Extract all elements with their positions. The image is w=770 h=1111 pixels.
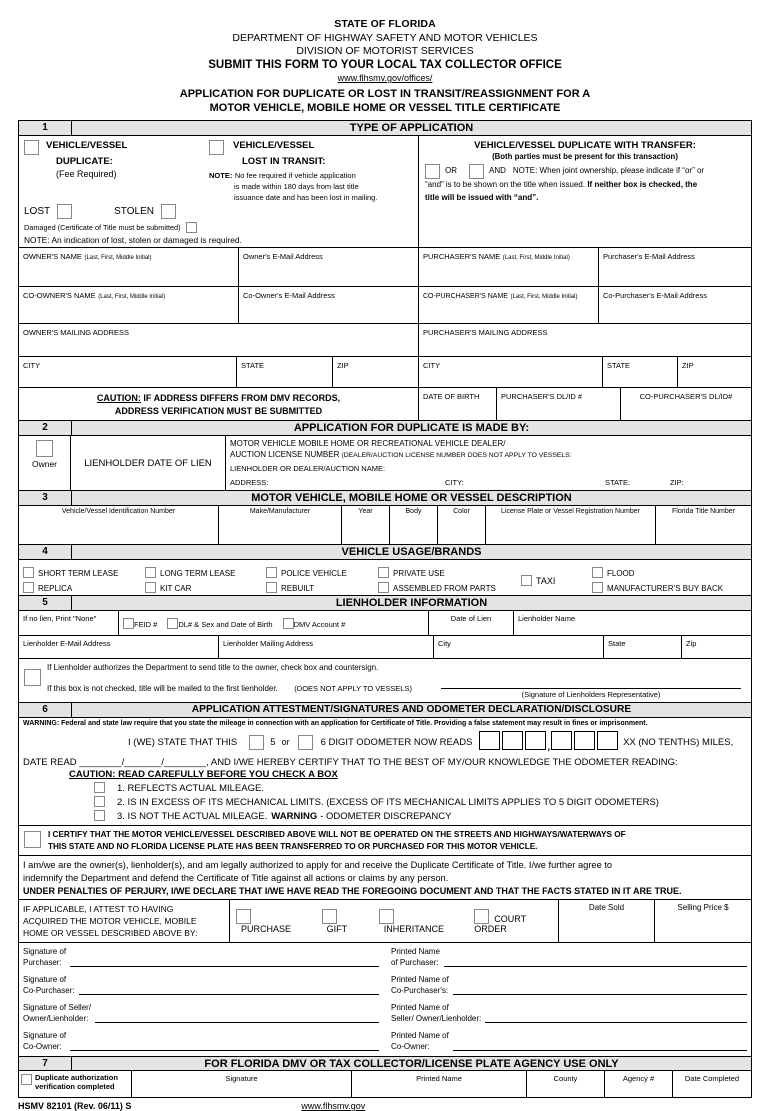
- lienholder-city-label: City: [434, 636, 604, 658]
- odometer-reads-line: [19, 728, 751, 753]
- date-sold-label: Date Sold: [559, 900, 655, 942]
- five-digit-label: 5: [270, 736, 276, 748]
- owner-zip-label: ZIP: [337, 361, 349, 370]
- transit-note-line1: No fee required if vehicle application: [234, 171, 356, 180]
- usage-taxi[interactable]: [521, 575, 555, 586]
- usage-assembled-from-parts[interactable]: [378, 582, 496, 593]
- police-vehicle-label: POLICE VEHICLE: [281, 569, 347, 578]
- odometer-option-1[interactable]: [19, 782, 751, 794]
- sig-seller-cap2: Owner/Lienholder:: [23, 1013, 89, 1023]
- vehicle-description-row: [19, 506, 751, 545]
- owner-state-label: STATE: [241, 361, 265, 370]
- signature-block: [19, 943, 751, 1056]
- duplicate-authorization-cell[interactable]: [19, 1071, 132, 1097]
- office-agency-label: Agency #: [605, 1071, 673, 1097]
- section-2-number: 2: [19, 421, 72, 435]
- odometer-digit-2[interactable]: [502, 731, 523, 750]
- dealer-city-label: CITY:: [445, 478, 464, 487]
- inheritance-label: INHERITANCE: [383, 923, 445, 934]
- gift-label: GIFT: [326, 923, 348, 934]
- or-separator: or: [281, 737, 290, 747]
- odometer-digit-4[interactable]: [551, 731, 572, 750]
- dmv-account-option[interactable]: [283, 618, 346, 629]
- sig-coowner-cap2: Co-Owner:: [23, 1041, 62, 1051]
- office-use-row: [19, 1071, 751, 1097]
- print-purchaser-line[interactable]: [444, 952, 747, 967]
- usage-private-use[interactable]: [378, 567, 445, 578]
- section-3-title: MOTOR VEHICLE, MOBILE HOME OR VESSEL DESCRIPTION: [72, 491, 751, 505]
- kit-car-label: KIT CAR: [160, 584, 192, 593]
- manufacturers-buy-back-checkbox[interactable]: [592, 582, 603, 593]
- state-line: STATE OF FLORIDA: [334, 18, 436, 30]
- odometer-digit-5[interactable]: [574, 731, 595, 750]
- short-term-lease-checkbox[interactable]: [23, 567, 34, 578]
- usage-replica[interactable]: [23, 582, 72, 593]
- title-number-column-label: Florida Title Number: [671, 508, 736, 515]
- form-title-line2: MOTOR VEHICLE, MOBILE HOME OR VESSEL TITLE CERTIFICATE: [209, 102, 561, 114]
- sig-seller-cap1: Signature of Seller/: [23, 1003, 92, 1012]
- application-made-by-row: [19, 436, 751, 491]
- purchaser-name-sublabel: (Last, First, Middle Initial): [502, 255, 570, 261]
- court-order-checkbox[interactable]: [474, 909, 489, 924]
- flood-checkbox[interactable]: [592, 567, 603, 578]
- state-that-this-label: I (WE) STATE THAT THIS: [128, 736, 238, 748]
- lienholder-zip-label: Zip: [686, 639, 697, 648]
- duplicate-auth-checkbox[interactable]: [21, 1074, 32, 1085]
- section-4-header: [19, 545, 751, 560]
- usage-short-term-lease[interactable]: [23, 567, 118, 578]
- color-column-label: Color: [438, 506, 486, 544]
- owner-checkbox[interactable]: [36, 440, 53, 457]
- owner-mailing-label: OWNER'S MAILING ADDRESS: [23, 328, 130, 337]
- dup-auth-line2: verification completed: [35, 1081, 115, 1091]
- odometer-digit-1[interactable]: [479, 731, 500, 750]
- dealer-line2a: AUCTION LICENSE NUMBER: [230, 450, 340, 459]
- vin-column-label: Vehicle/Vessel Identification Number: [19, 506, 219, 544]
- sig-purchaser-cap2: Purchaser:: [23, 957, 62, 967]
- court-order-label: COURT ORDER: [474, 913, 526, 934]
- usage-rebuilt[interactable]: [266, 582, 314, 593]
- purchase-checkbox[interactable]: [236, 909, 251, 924]
- department-line: DEPARTMENT OF HIGHWAY SAFETY AND MOTOR VEHICLES: [232, 32, 538, 44]
- para-line1: I am/we are the owner(s), lienholder(s), and am legally authorized to apply for and receive the Duplicate Certificate of Title. I/we further agree to: [23, 860, 613, 870]
- gift-checkbox[interactable]: [322, 909, 337, 924]
- owner-name-sublabel: (Last, First, Middle Initial): [84, 255, 152, 261]
- offices-link[interactable]: www.flhsmv.gov/offices/: [337, 73, 433, 83]
- transit-note-line2: is made within 180 days from last title: [234, 182, 359, 191]
- caution-line1: IF ADDRESS DIFFERS FROM DMV RECORDS,: [140, 393, 341, 403]
- dl-sex-dob-label: DL# & Sex and Date of Birth: [178, 619, 273, 629]
- private-use-label: PRIVATE USE: [393, 569, 445, 578]
- print-coowner-line[interactable]: [453, 1036, 747, 1051]
- assembled-from-parts-checkbox[interactable]: [378, 582, 389, 593]
- purchaser-mailing-label: PURCHASER'S MAILING ADDRESS: [423, 328, 548, 337]
- six-digit-checkbox[interactable]: [298, 735, 313, 750]
- masthead: [0, 0, 770, 115]
- dealer-auction-block: [226, 436, 751, 490]
- five-digit-checkbox[interactable]: [249, 735, 264, 750]
- lost-label: LOST: [24, 206, 51, 217]
- acq-line3: HOME OR VESSEL DESCRIBED ABOVE BY:: [23, 928, 198, 938]
- six-digit-label: 6 DIGIT ODOMETER NOW READS: [320, 736, 473, 748]
- purchaser-dl-label: PURCHASER'S DL/ID #: [501, 392, 583, 401]
- division-line: DIVISION OF MOTORIST SERVICES: [296, 45, 474, 57]
- print-purchaser-cap2: of Purchaser:: [391, 957, 439, 967]
- section-1-header: [19, 121, 751, 136]
- date-of-lien-label: Date of Lien: [429, 611, 514, 635]
- type-of-application-body: [19, 136, 751, 248]
- caution-line2: ADDRESS VERIFICATION MUST BE SUBMITTED: [114, 406, 323, 416]
- transfer-note-b: “and” is to be shown on the title when issued.: [425, 180, 586, 189]
- caution-read-carefully: CAUTION: READ CAREFULLY BEFORE YOU CHECK A BOX: [69, 769, 338, 780]
- section-1-title: TYPE OF APPLICATION: [72, 121, 751, 135]
- dealer-line2b: (DEALER/AUCTION LICENSE NUMBER DOES NOT APPLY TO VESSELS:: [341, 452, 572, 459]
- lienholder-email-label: Lienholder E-Mail Address: [19, 636, 219, 658]
- authorize-line1: If Lienholder authorizes the Department to send title to the owner, check box and countersign.: [47, 663, 379, 672]
- print-seller-cap2: Seller/ Owner/Lienholder:: [391, 1013, 482, 1023]
- odometer-boxes[interactable]: ,: [478, 731, 619, 753]
- odometer-option-2[interactable]: [19, 796, 751, 808]
- footer-link[interactable]: www.flhsmv.gov: [301, 1101, 366, 1111]
- section-7-header: [19, 1056, 751, 1071]
- usage-kit-car[interactable]: [145, 582, 191, 593]
- both-parties-note: (Both parties must be present for this transaction): [492, 152, 678, 161]
- duplicate-title-line1: VEHICLE/VESSEL: [46, 140, 128, 151]
- print-copurchaser-cap1: Printed Name of: [391, 975, 449, 984]
- sig-copurchaser-cap1: Signature of: [23, 975, 67, 984]
- dmv-account-label: DMV Account #: [293, 619, 346, 629]
- caution-keyword: CAUTION:: [96, 393, 141, 403]
- transit-title-line2: LOST IN TRANSIT:: [242, 156, 326, 167]
- rebuilt-label: REBUILT: [281, 584, 315, 593]
- kit-car-checkbox[interactable]: [145, 582, 156, 593]
- section-7-title: FOR FLORIDA DMV OR TAX COLLECTOR/LICENSE PLATE AGENCY USE ONLY: [72, 1057, 751, 1070]
- lienholder-authorize-checkbox[interactable]: [24, 669, 41, 686]
- dealer-line1: MOTOR VEHICLE MOBILE HOME OR RECREATIONAL VEHICLE DEALER/: [230, 439, 506, 448]
- option-3-label: 3. IS NOT THE ACTUAL MILEAGE.: [117, 811, 268, 822]
- caution-dob-row: [19, 388, 751, 421]
- purchaser-email-label: Purchaser's E-Mail Address: [603, 252, 695, 261]
- submit-instruction: SUBMIT THIS FORM TO YOUR LOCAL TAX COLLECTOR OFFICE: [208, 59, 562, 71]
- selling-price-label: Selling Price $: [677, 903, 729, 912]
- transit-note-label: NOTE:: [209, 171, 233, 180]
- and-label: AND: [489, 166, 506, 176]
- penalties-of-perjury: UNDER PENALTIES OF PERJURY, I/WE DECLARE THAT I/WE HAVE READ THE FOREGOING DOCUMENT AND THAT THE FACTS STATED IN IT ARE TRUE.: [23, 886, 682, 896]
- owner-name-label: OWNER'S NAME: [23, 252, 82, 261]
- coowner-name-sublabel: (Last, First, Middle Initial): [98, 294, 166, 300]
- lienholder-id-row: [19, 611, 751, 636]
- no-tenths-label: XX (NO TENTHS) MILES,: [623, 736, 734, 748]
- dealer-state-label: STATE:: [605, 478, 631, 487]
- signature-row-coowner: [23, 1031, 747, 1052]
- sig-seller-line[interactable]: [95, 1008, 379, 1023]
- authorize-line2: If this box is not checked, title will be mailed to the first lienholder.: [47, 684, 278, 693]
- coowner-name-label: CO-OWNER'S NAME: [23, 291, 96, 300]
- lienholder-authorization-block: [19, 659, 751, 703]
- damaged-checkbox[interactable]: [186, 222, 197, 233]
- dealer-line3: LIENHOLDER OR DEALER/AUCTION NAME:: [230, 464, 386, 473]
- flood-label: FLOOD: [607, 569, 635, 578]
- dmv-account-checkbox[interactable]: [283, 618, 294, 629]
- long-term-lease-checkbox[interactable]: [145, 567, 156, 578]
- usage-long-term-lease[interactable]: [145, 567, 235, 578]
- print-seller-cap1: Printed Name of: [391, 1003, 449, 1012]
- owner-authorization-paragraph: [19, 856, 751, 884]
- private-use-checkbox[interactable]: [378, 567, 389, 578]
- stolen-label: STOLEN: [114, 206, 154, 217]
- rebuilt-checkbox[interactable]: [266, 582, 277, 593]
- purchaser-city-label: CITY: [423, 361, 441, 370]
- option-3-warning: WARNING: [271, 811, 318, 822]
- option-1-label: 1. REFLECTS ACTUAL MILEAGE.: [117, 783, 264, 794]
- section-2-header: [19, 421, 751, 436]
- assembled-from-parts-label: ASSEMBLED FROM PARTS: [393, 584, 496, 593]
- print-copurchaser-cap2: Co-Purchaser's:: [391, 985, 449, 995]
- no-plate-certify-checkbox[interactable]: [24, 831, 41, 848]
- taxi-label: TAXI: [536, 576, 556, 586]
- purchase-label: PURCHASE: [241, 923, 292, 934]
- acq-court-order-option[interactable]: [474, 909, 558, 934]
- year-column-label: Year: [342, 506, 390, 544]
- form-footer: [18, 1101, 752, 1111]
- purchaser-name-label: PURCHASER'S NAME: [423, 252, 501, 261]
- transfer-note-a: NOTE: When joint ownership, please indicate if “or” or: [512, 166, 705, 176]
- feid-label: FEID #: [134, 619, 158, 629]
- odometer-digit-6[interactable]: [597, 731, 618, 750]
- print-copurchaser-line[interactable]: [453, 980, 747, 995]
- print-purchaser-cap1: Printed Name: [391, 947, 440, 956]
- para-line2: indemnify the Department and defend the Certificate of Title against all actions or claims by any person.: [23, 872, 449, 883]
- no-plate-certification: [19, 825, 751, 856]
- lienholder-state-label: State: [604, 636, 682, 658]
- section-6-title: APPLICATION ATTESTMENT/SIGNATURES AND ODOMETER DECLARATION/DISCLOSURE: [72, 703, 751, 717]
- option-2-checkbox[interactable]: [94, 796, 105, 807]
- date-read-line[interactable]: DATE READ ________/_______/________, AND I/WE HEREBY CERTIFY THAT TO THE BEST OF MY/OUR KNOWLEDGE THE ODOMETER READING:: [23, 757, 678, 768]
- replica-checkbox[interactable]: [23, 582, 34, 593]
- and-checkbox[interactable]: [469, 164, 484, 179]
- feid-checkbox[interactable]: [123, 618, 134, 629]
- lost-checkbox[interactable]: [57, 204, 72, 219]
- dup-auth-line1: Duplicate authorization: [35, 1073, 118, 1082]
- lienholder-signature-area: [441, 688, 741, 699]
- purchaser-zip-label: ZIP: [682, 361, 694, 370]
- manufacturers-buy-back-label: MANUFACTURER'S BUY BACK: [607, 584, 724, 593]
- make-column-label: Make/Manufacturer: [219, 506, 342, 544]
- lienholder-rep-signature-label: (Signature of Lienholders Representative): [521, 690, 661, 699]
- section-5-title: LIENHOLDER INFORMATION: [72, 596, 751, 610]
- fee-required-note: (Fee Required): [56, 169, 117, 179]
- section-7-number: 7: [19, 1057, 72, 1070]
- not-apply-vessels-note: (DOES NOT APPLY TO VESSELS): [294, 684, 412, 693]
- stolen-checkbox[interactable]: [161, 204, 176, 219]
- indication-required-note: NOTE: An indication of lost, stolen or damaged is required.: [24, 235, 242, 245]
- sig-copurchaser-line[interactable]: [79, 980, 379, 995]
- sig-purchaser-cap1: Signature of: [23, 947, 67, 956]
- no-lien-label: If no lien, Print "None": [19, 611, 119, 635]
- license-plate-column-label: License Plate or Vessel Registration Number: [486, 506, 656, 544]
- short-term-lease-label: SHORT TERM LEASE: [38, 569, 119, 578]
- owner-label: Owner: [31, 459, 58, 469]
- certify-line2: THIS STATE AND NO FLORIDA LICENSE PLATE HAS BEEN TRANSFERRED TO OR PURCHASED FOR THIS MOTOR VEHICLE.: [48, 841, 538, 851]
- duplicate-title-line2: DUPLICATE:: [56, 156, 113, 167]
- print-coowner-cap1: Printed Name of: [391, 1031, 449, 1040]
- damaged-label: Damaged (Certificate of Title must be submitted): [24, 223, 181, 232]
- acq-line2: ACQUIRED THE MOTOR VEHICLE, MOBILE: [23, 916, 197, 926]
- duplicate-with-transfer-title: VEHICLE/VESSEL DUPLICATE WITH TRANSFER:: [474, 140, 696, 151]
- acq-line1: IF APPLICABLE, I ATTEST TO HAVING: [23, 904, 174, 914]
- sig-coowner-line[interactable]: [70, 1036, 379, 1051]
- section-3-number: 3: [19, 491, 72, 505]
- lienholder-mailing-label: Lienholder Mailing Address: [219, 636, 434, 658]
- or-label: OR: [445, 166, 457, 176]
- signature-row-seller: [23, 1003, 747, 1024]
- option-2-label: 2. IS IN EXCESS OF ITS MECHANICAL LIMITS. (EXCESS OF ITS MECHANICAL LIMITS APPLIES TO 5 DIGIT ODOMETERS): [117, 797, 659, 808]
- lienholder-address-row: [19, 636, 751, 659]
- date-of-birth-label: DATE OF BIRTH: [423, 392, 480, 401]
- coowner-copurchaser-name-row: [19, 287, 751, 324]
- certify-line1: I CERTIFY THAT THE MOTOR VEHICLE/VESSEL DESCRIBED ABOVE WILL NOT BE OPERATED ON THE STREETS AND HIGHWAYS/WATERWAYS OF: [48, 830, 626, 839]
- section-2-title: APPLICATION FOR DUPLICATE IS MADE BY:: [72, 421, 751, 435]
- sig-coowner-cap1: Signature of: [23, 1031, 67, 1040]
- form-id: HSMV 82101 (Rev. 06/11) S: [18, 1101, 132, 1111]
- copurchaser-name-label: CO-PURCHASER'S NAME: [423, 293, 508, 300]
- signature-row-copurchaser: [23, 975, 747, 996]
- acquisition-row: [19, 899, 751, 943]
- dl-sex-dob-option[interactable]: [167, 618, 272, 629]
- vehicle-usage-brands-body: [19, 560, 751, 596]
- or-checkbox[interactable]: [425, 164, 440, 179]
- office-signature-label: Signature: [132, 1071, 352, 1097]
- office-date-completed-label: Date Completed: [684, 1074, 740, 1083]
- body-column-label: Body: [390, 506, 438, 544]
- acq-inheritance-option[interactable]: [379, 909, 457, 934]
- taxi-checkbox[interactable]: [521, 575, 532, 586]
- lost-in-transit-checkbox[interactable]: [209, 140, 224, 155]
- mailing-address-row: [19, 324, 751, 357]
- section-5-number: 5: [19, 596, 72, 610]
- section-6-header: [19, 703, 751, 718]
- city-state-zip-row: [19, 357, 751, 388]
- copurchaser-dl-label: CO-PURCHASER'S DL/ID#: [639, 392, 733, 401]
- copurchaser-email-label: Co-Purchaser's E-Mail Address: [603, 291, 707, 300]
- odometer-option-3[interactable]: [19, 810, 751, 822]
- usage-flood[interactable]: [592, 567, 635, 578]
- long-term-lease-label: LONG TERM LEASE: [160, 569, 236, 578]
- owner-purchaser-name-row: [19, 248, 751, 287]
- owner-cell: [19, 436, 71, 490]
- section-5-header: [19, 596, 751, 611]
- dealer-address-label: ADDRESS:: [230, 478, 269, 487]
- option-3-checkbox[interactable]: [94, 810, 105, 821]
- dealer-zip-label: ZIP:: [670, 478, 684, 487]
- inheritance-checkbox[interactable]: [379, 909, 394, 924]
- dl-sex-dob-checkbox[interactable]: [167, 618, 178, 629]
- section-4-title: VEHICLE USAGE/BRANDS: [72, 545, 751, 559]
- police-vehicle-checkbox[interactable]: [266, 567, 277, 578]
- odometer-warning: WARNING: Federal and state law require that you state the mileage in connection with an application for Certificate of Title. Providing a false statement may result in fines or imprisonment.: [23, 720, 648, 727]
- usage-police-vehicle[interactable]: [266, 567, 347, 578]
- sig-copurchaser-cap2: Co-Purchaser:: [23, 985, 75, 995]
- transfer-note-bold1: If neither box is checked, the: [587, 180, 698, 189]
- vehicle-vessel-duplicate-checkbox[interactable]: [24, 140, 39, 155]
- office-county-label: County: [527, 1071, 605, 1097]
- option-3-discrepancy: - ODOMETER DISCREPANCY: [320, 811, 452, 822]
- section-6-number: 6: [19, 703, 72, 717]
- transfer-note-bold2: title will be issued with “and”.: [425, 192, 539, 202]
- owner-email-label: Owner's E-Mail Address: [243, 252, 323, 261]
- transit-note-line3: issuance date and has been lost in mailing.: [234, 193, 378, 202]
- form-body: [18, 120, 752, 1098]
- signature-row-purchaser: [23, 947, 747, 968]
- owner-city-label: CITY: [23, 361, 41, 370]
- lienholder-date-of-lien-label: LIENHOLDER DATE OF LIEN: [71, 436, 226, 490]
- section-4-number: 4: [19, 545, 72, 559]
- form-title-line1: APPLICATION FOR DUPLICATE OR LOST IN TRANSIT/REASSIGNMENT FOR A: [179, 88, 591, 100]
- section-3-header: [19, 491, 751, 506]
- section-1-number: 1: [19, 121, 72, 135]
- sig-purchaser-line[interactable]: [70, 952, 379, 967]
- transit-title-line1: VEHICLE/VESSEL: [233, 140, 315, 151]
- odometer-digit-3[interactable]: [525, 731, 546, 750]
- option-1-checkbox[interactable]: [94, 782, 105, 793]
- replica-label: REPLICA: [38, 584, 73, 593]
- feid-option[interactable]: [123, 618, 157, 629]
- purchaser-state-label: STATE: [607, 361, 631, 370]
- coowner-email-label: Co-Owner's E-Mail Address: [243, 291, 335, 300]
- usage-manufacturers-buy-back[interactable]: [592, 582, 723, 593]
- acq-gift-option[interactable]: [322, 909, 361, 934]
- acq-purchase-option[interactable]: [236, 909, 304, 934]
- print-coowner-cap2: Co-Owner:: [391, 1041, 430, 1051]
- office-printed-name-label: Printed Name: [352, 1071, 527, 1097]
- copurchaser-name-sublabel: (Last, First, Middle Initial): [510, 294, 578, 300]
- print-seller-line[interactable]: [485, 1008, 747, 1023]
- lienholder-name-label: Lienholder Name: [518, 614, 576, 623]
